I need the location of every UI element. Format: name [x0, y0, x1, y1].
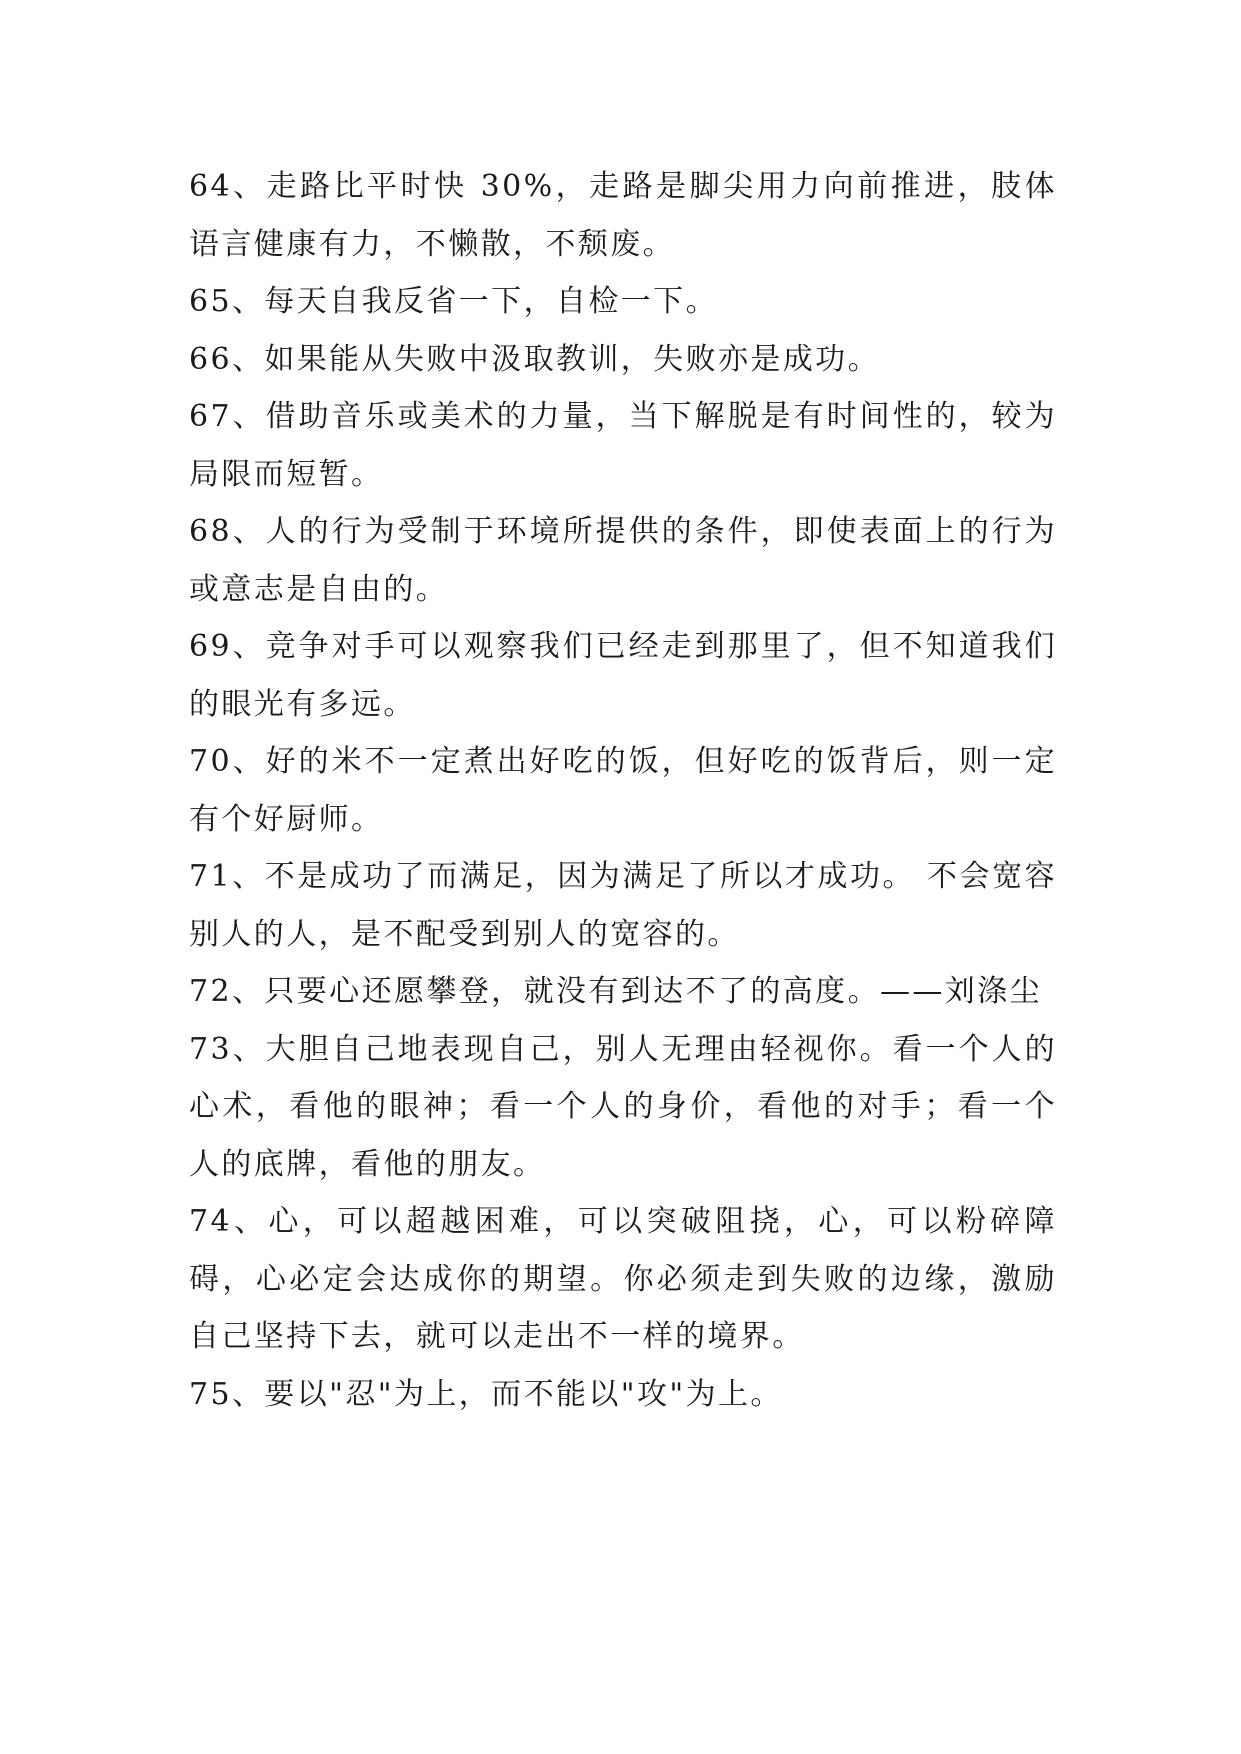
paragraph-66: 66、如果能从失败中汲取教训，失败亦是成功。: [189, 341, 880, 377]
paragraph-70: 70、好的米不一定煮出好吃的饭，但好吃的饭背后，则一定有个好厨师。: [189, 744, 1057, 837]
paragraph-74: 74、心，可以超越困难，可以突破阻挠，心，可以粉碎障碍，心必定会达成你的期望。你必须走到失败的边缘，激励自己坚持下去，就可以走出不一样的境界。: [189, 1204, 1057, 1354]
paragraph-71: 71、不是成功了而满足，因为满足了所以才成功。 不会宽容别人的人，是不配受到别人的宽容的。: [189, 859, 1057, 952]
paragraph-65: 65、每天自我反省一下，自检一下。: [189, 284, 718, 319]
paragraph-64: 64、走路比平时快 30%，走路是脚尖用力向前推进，肢体语言健康有力，不懒散，不颓废。: [189, 169, 1057, 262]
paragraph-75: 75、要以"忍"为上，而不能以"攻"为上。: [189, 1376, 783, 1412]
paragraph-68: 68、人的行为受制于环境所提供的条件，即使表面上的行为或意志是自由的。: [189, 514, 1057, 607]
paragraph-67: 67、借助音乐或美术的力量，当下解脱是有时间性的，较为局限而短暂。: [189, 399, 1057, 492]
paragraph-72: 72、只要心还愿攀登，就没有到达不了的高度。——刘涤尘: [189, 974, 1042, 1009]
document-body: [189, 158, 1057, 1423]
paragraph-73: 73、大胆自己地表现自己，别人无理由轻视你。看一个人的心术，看他的眼神；看一个人的身价，看他的对手；看一个人的底牌，看他的朋友。: [189, 1031, 1057, 1182]
paragraph-69: 69、竞争对手可以观察我们已经走到那里了，但不知道我们的眼光有多远。: [189, 629, 1057, 722]
